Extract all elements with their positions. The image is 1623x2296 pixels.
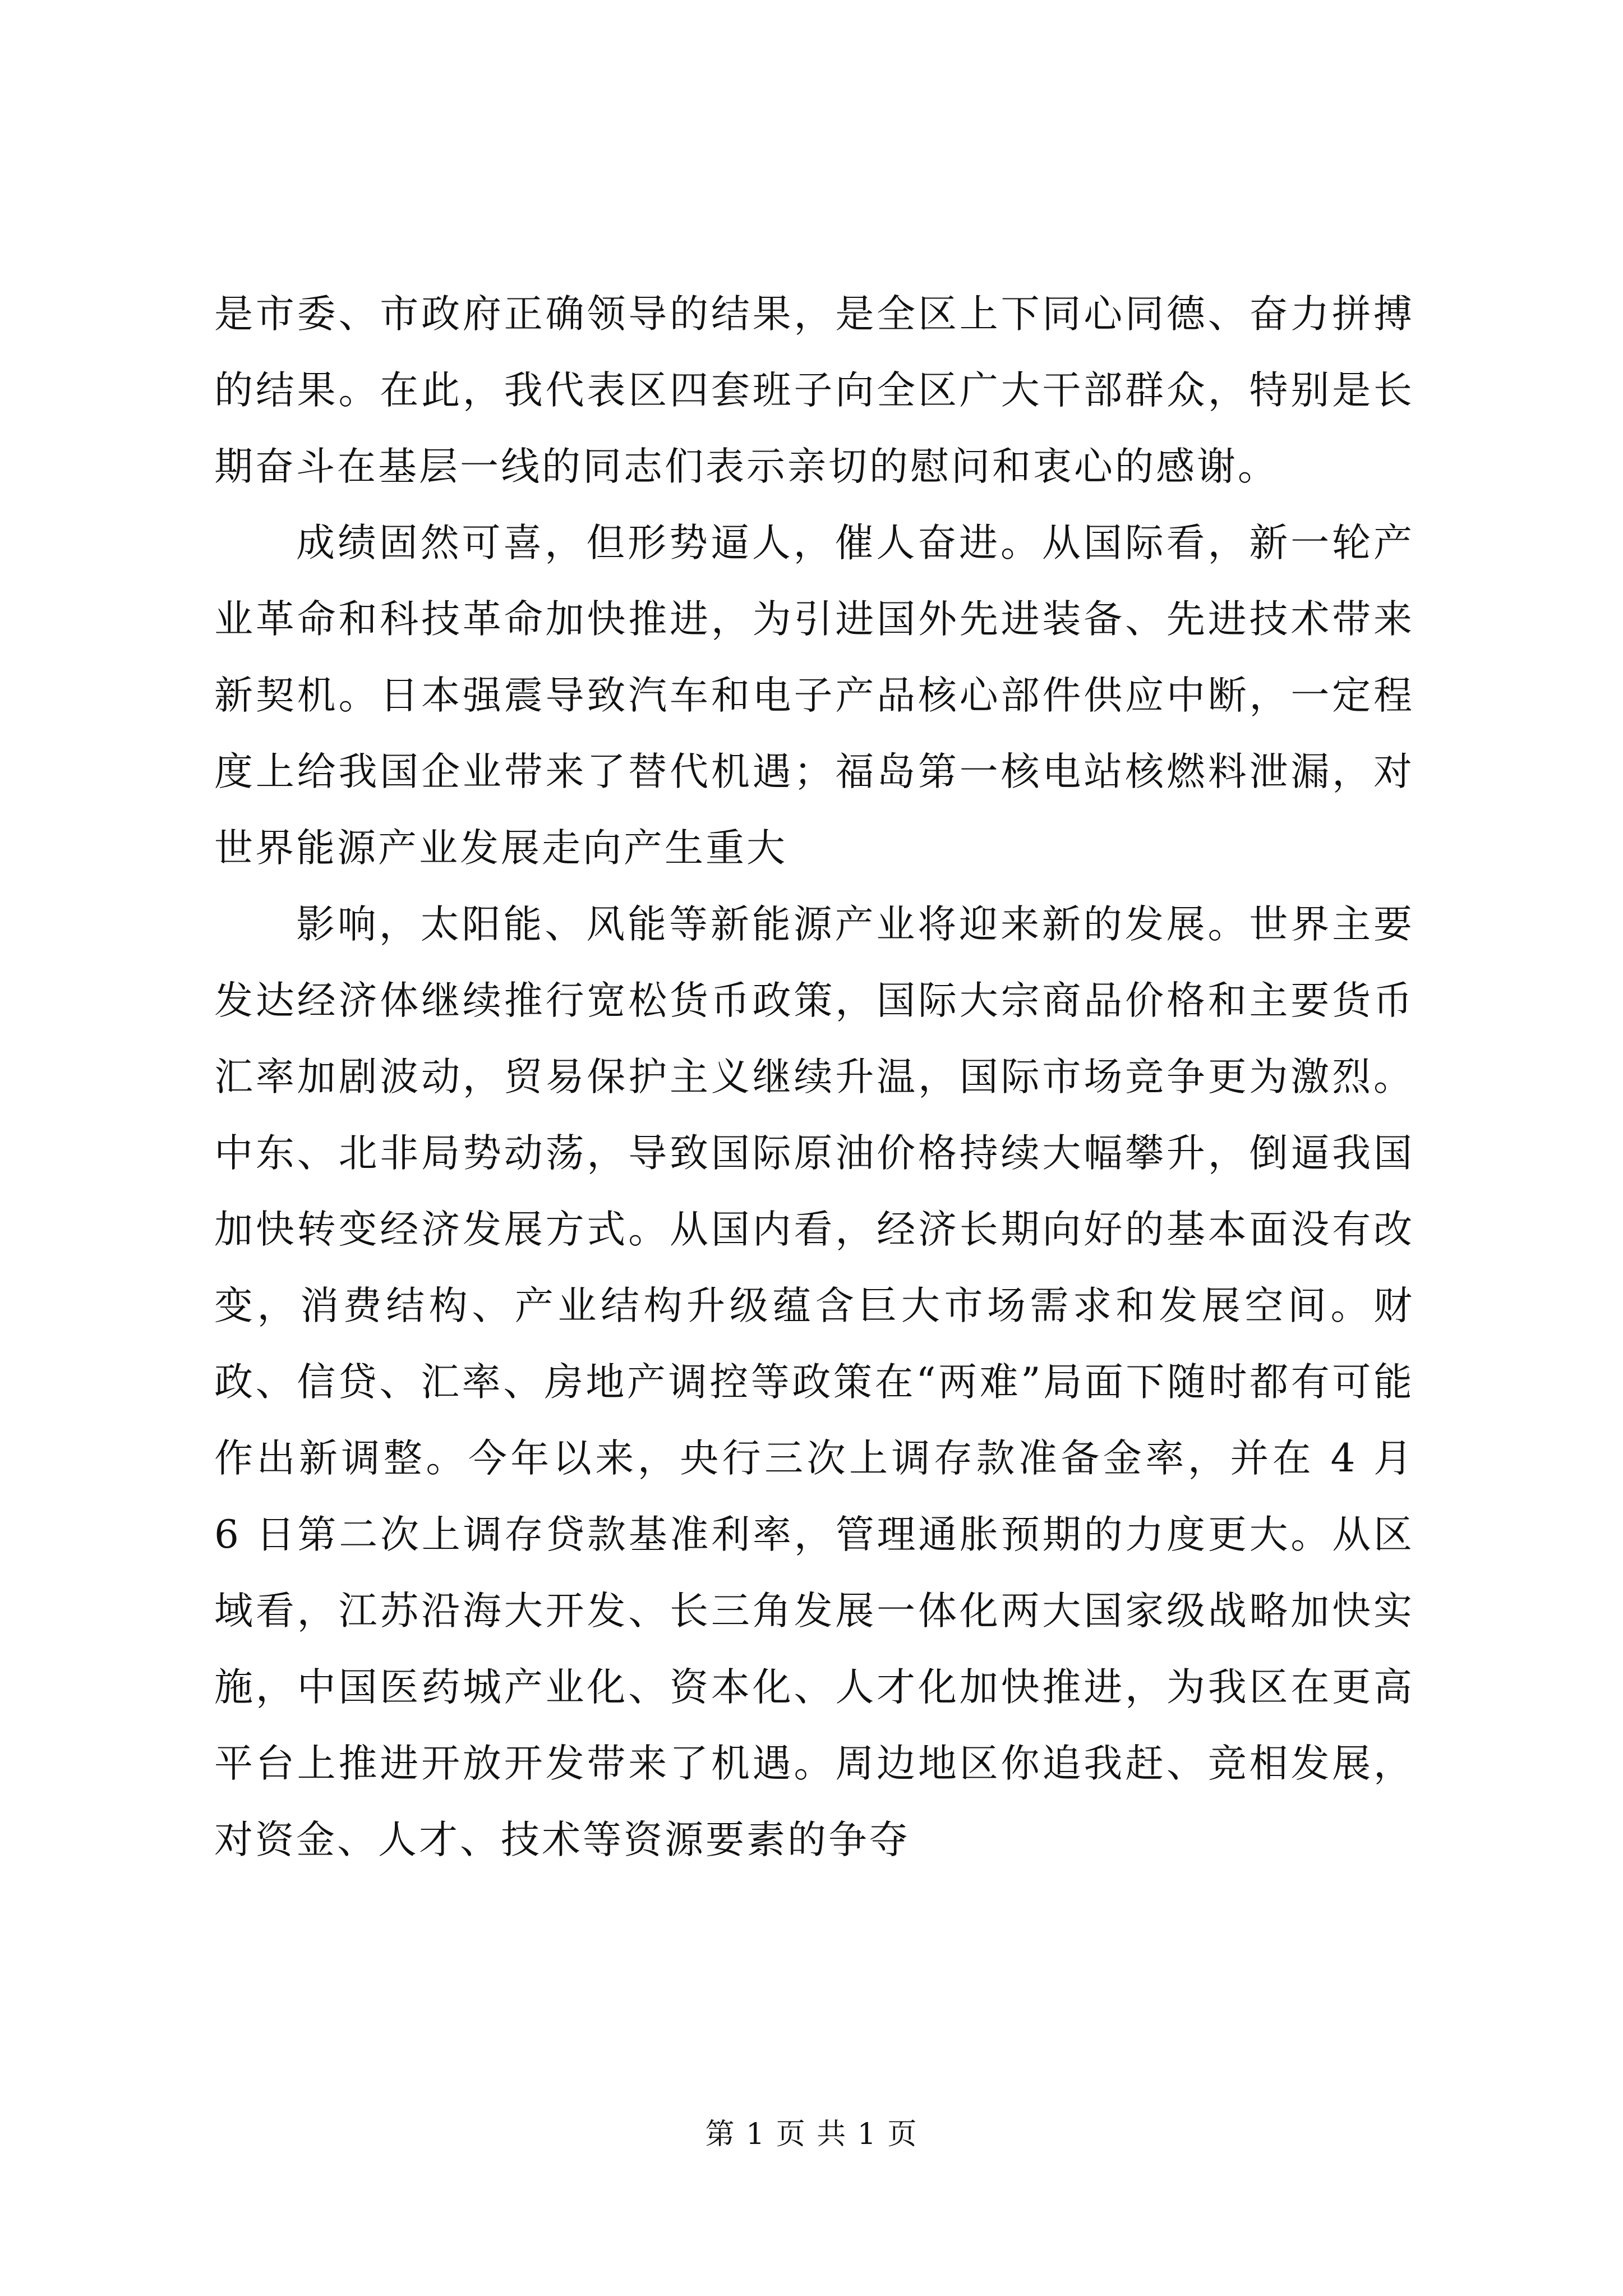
document-body — [214, 276, 1414, 1878]
paragraph-3: 影响，太阳能、风能等新能源产业将迎来新的发展。世界主要发达经济体继续推行宽松货币政策，国际大宗商品价格和主要货币汇率加剧波动，贸易保护主义继续升温，国际市场竞争更为激烈。中东、北非局势动荡，导致国际原油价格持续大幅攀升，倒逼我国加快转变经济发展方式。从国内看，经济长期向好的基本面没有改变，消费结构、产业结构升级蕴含巨大市场需求和发展空间。财政、信贷、汇率、房地产调控等政策在“两难”局面下随时都有可能作出新调整。今年以来，央行三次上调存款准备金率，并在 4 月 6 日第二次上调存贷款基准利率，管理通胀预期的力度更大。从区域看，江苏沿海大开发、长三角发展一体化两大国家级战略加快实施，中国医药城产业化、资本化、人才化加快推进，为我区在更高平台上推进开放开发带来了机遇。周边地区你追我赶、竞相发展，对资金、人才、技术等资源要素的争夺 — [214, 902, 1414, 1862]
page-footer: 第 1 页 共 1 页 — [705, 2118, 918, 2151]
paragraph-2: 成绩固然可喜，但形势逼人，催人奋进。从国际看，新一轮产业革命和科技革命加快推进，为引进国外先进装备、先进技术带来新契机。日本强震导致汽车和电子产品核心部件供应中断，一定程度上给我国企业带来了替代机遇；福岛第一核电站核燃料泄漏，对世界能源产业发展走向产生重大 — [214, 521, 1414, 871]
paragraph-1: 是市委、市政府正确领导的结果，是全区上下同心同德、奋力拼搏的结果。在此，我代表区四套班子向全区广大干部群众，特别是长期奋斗在基层一线的同志们表示亲切的慰问和衷心的感谢。 — [214, 292, 1414, 489]
